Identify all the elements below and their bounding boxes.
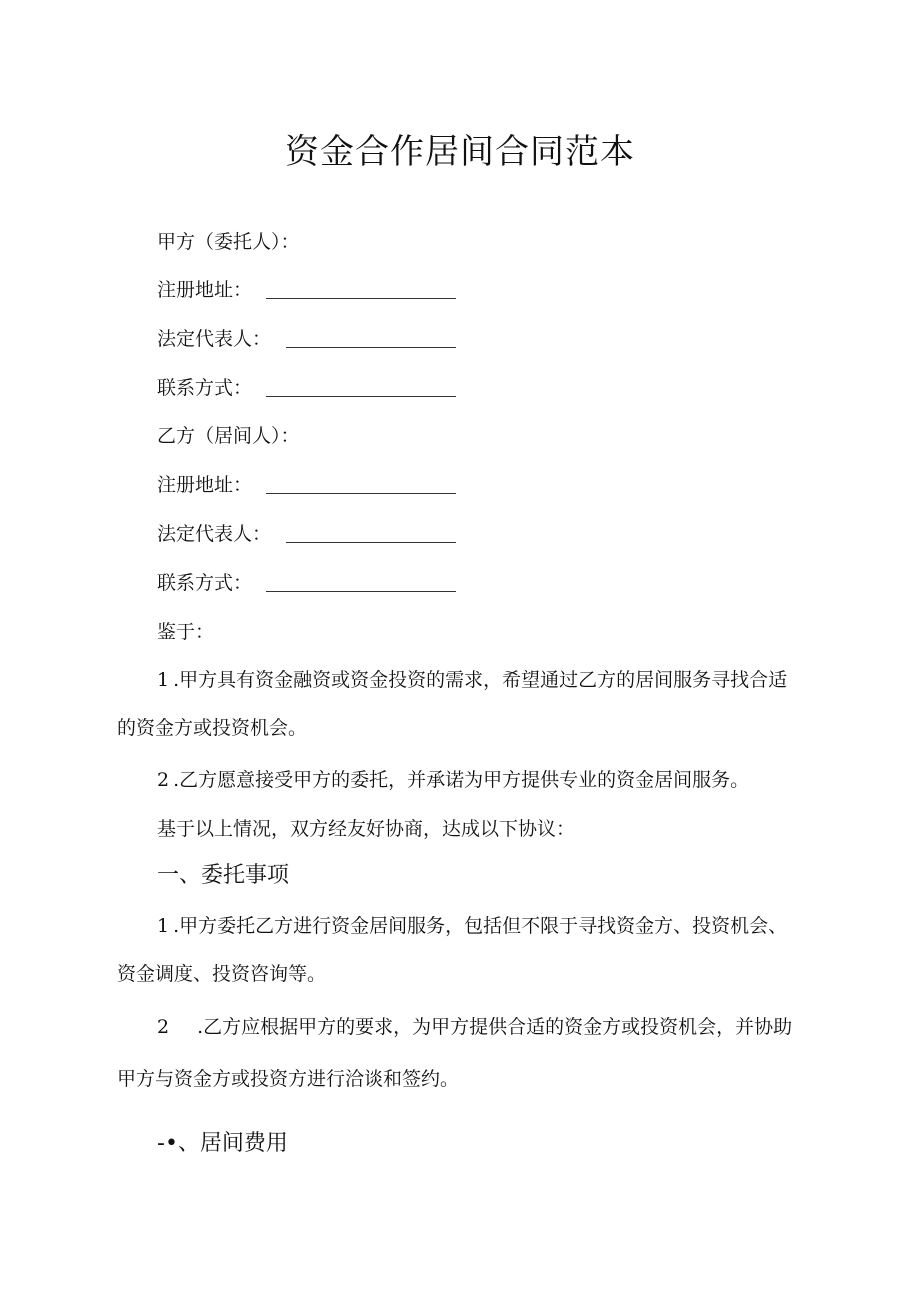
party-b-rep-blank[interactable] [286, 542, 456, 543]
whereas-item-2-number: 2 [157, 769, 174, 791]
whereas-item-1-text: .甲方具有资金融资或资金投资的需求，希望通过乙方的居间服务寻找合适的资金方或投资机会。 [117, 669, 788, 739]
party-b-address-label: 注册地址： [157, 474, 253, 496]
whereas-item-2 [117, 756, 797, 804]
section-1-item-1-number: 1 [157, 915, 174, 937]
party-a-address-blank[interactable] [266, 298, 456, 299]
section-1-item-1 [117, 902, 797, 998]
party-b-rep-label: 法定代表人： [157, 523, 272, 545]
party-b-address-blank[interactable] [266, 493, 456, 494]
party-b-contact-blank[interactable] [266, 591, 456, 592]
agreement-intro: 基于以上情况，双方经友好协商，达成以下协议： [157, 818, 576, 840]
party-a-contact-blank[interactable] [266, 396, 456, 397]
section-2-heading: -•、居间费用 [157, 1131, 288, 1156]
party-a-heading: 甲方（委托人）： [157, 231, 300, 253]
section-1-item-2-number: 2 [157, 1016, 198, 1038]
party-a-contact-label: 联系方式： [157, 377, 253, 399]
section-1-item-2 [117, 1001, 797, 1105]
party-b-contact-label: 联系方式： [157, 572, 253, 594]
whereas-label: 鉴于： [157, 621, 215, 643]
party-a-rep-label: 法定代表人： [157, 328, 272, 350]
section-1-heading: 一、委托事项 [157, 863, 290, 888]
section-1-item-1-text: .甲方委托乙方进行资金居间服务，包括但不限于寻找资金方、投资机会、资金调度、投资咨询等。 [117, 915, 788, 985]
whereas-item-1 [117, 656, 797, 752]
party-a-rep-blank[interactable] [286, 347, 456, 348]
party-a-address-label: 注册地址： [157, 279, 253, 301]
whereas-item-1-number: 1 [157, 669, 174, 691]
document-title: 资金合作居间合同范本 [285, 132, 635, 172]
whereas-item-2-text: .乙方愿意接受甲方的委托，并承诺为甲方提供专业的资金居间服务。 [173, 769, 750, 791]
party-b-heading: 乙方（居间人）： [157, 425, 300, 447]
section-1-item-2-text: .乙方应根据甲方的要求，为甲方提供合适的资金方或投资机会，并协助甲方与资金方或投资方进行洽谈和签约。 [117, 1016, 793, 1090]
